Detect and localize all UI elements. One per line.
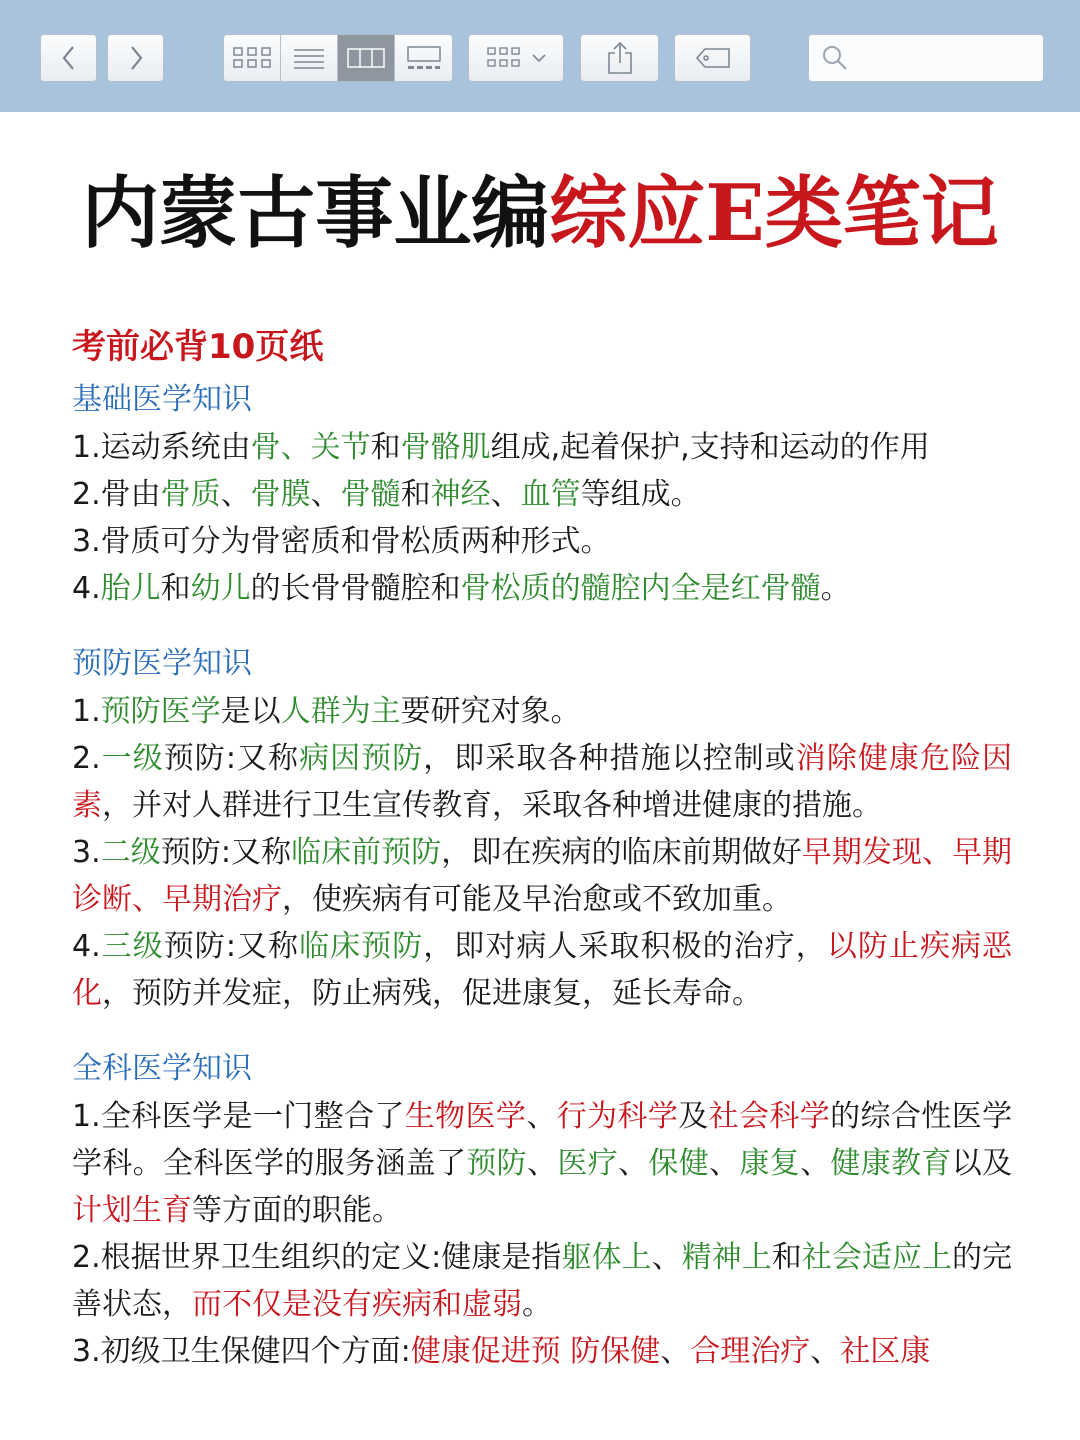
group-by-button[interactable] [468,34,564,82]
group-by-icon [486,46,522,70]
highlight-text: 计划生育 [72,1193,192,1228]
chevron-left-icon [59,44,79,72]
share-icon [606,41,634,75]
title-red-part: 综应E类笔记 [549,168,999,259]
note-text: ，即在疾病的临床前期做好 [441,835,802,870]
note-text: 2. [72,741,101,776]
highlight-text: 骨松质的髓腔内全是红骨髓 [460,571,821,606]
grid-view-icon [232,45,272,71]
highlight-text: 临床前预防 [291,835,442,870]
section-heading: 预防医学知识 [72,646,252,681]
note-text: 、 [220,477,251,512]
note-item [72,829,1012,923]
note-text: 3. [72,835,101,870]
note-text: 的完善状态， [72,1240,1013,1322]
note-text: 2.骨由 [72,477,161,512]
note-item [72,1093,1012,1234]
search-field[interactable] [808,34,1044,82]
note-text: ，并对人群进行卫生宣传教育，采取各种增进健康的措施。 [102,788,882,823]
highlight-text: 骨、关节 [250,430,371,465]
note-text: ，即对病人采取积极的治疗， [423,929,827,964]
search-icon [821,44,849,72]
highlight-text: 社会科学 [708,1099,831,1134]
section [72,642,1012,1017]
note-text: 、 [618,1146,649,1181]
note-text: 、 [709,1146,740,1181]
note-text: 等组成。 [580,477,701,512]
note-text: 、 [660,1334,691,1369]
note-text: 和 [400,477,431,512]
highlight-text: 临床预防 [299,929,424,964]
gallery-view-icon [405,45,443,71]
note-item [72,518,1012,565]
note-text: ，使疾病有可能及早治愈或不致加重。 [282,882,792,917]
subtitle: 考前必背10页纸 [72,327,324,367]
note-text: 的综合性医学学科。全科医学的服务涵盖了 [72,1099,1013,1181]
note-text: 要研究对象。 [400,694,581,729]
highlight-text: 合理治疗 [690,1334,811,1369]
highlight-text: 早期发现、早期诊断、早期治疗 [72,835,1013,917]
highlight-text: 行为科学 [556,1099,679,1134]
highlight-text: 血管 [520,477,581,512]
highlight-text: 骨髓 [340,477,401,512]
highlight-text: 社会适应上 [801,1240,952,1275]
note-text: ，预防并发症，防止病残，促进康复，延长寿命。 [102,976,762,1011]
note-item [72,923,1012,1017]
highlight-text: 康复 [739,1146,801,1181]
page-title [0,168,1080,260]
note-text: 1.运动系统由 [72,430,251,465]
tag-icon [695,47,731,69]
note-text: 。 [522,1287,552,1322]
share-button[interactable] [580,34,659,82]
forward-button[interactable] [107,34,164,82]
column-view-button[interactable] [338,35,395,81]
note-item [72,565,1012,612]
highlight-text: 预防 [466,1146,528,1181]
highlight-text: 保健 [648,1146,710,1181]
toolbar [0,0,1080,112]
note-item [72,471,1012,518]
highlight-text: 躯体上 [561,1240,652,1275]
notes-content [72,322,1012,1405]
view-mode-segment [223,34,453,82]
highlight-text: 精神上 [681,1240,772,1275]
chevron-down-icon [532,53,546,63]
note-item [72,688,1012,735]
section-heading: 基础医学知识 [72,382,252,417]
note-text: 及 [678,1099,709,1134]
note-text: 的长骨骨髓腔和 [250,571,461,606]
note-item [72,1328,1012,1375]
highlight-text: 二级 [100,835,161,870]
highlight-text: 三级 [100,929,164,964]
note-item [72,735,1012,829]
note-text: 、 [310,477,341,512]
highlight-text: 健康促进预 防保健 [410,1334,661,1369]
note-text: 1. [72,694,101,729]
highlight-text: 医疗 [557,1146,619,1181]
list-view-icon [293,47,325,69]
gallery-view-button[interactable] [395,35,452,81]
note-text: 4. [72,929,101,964]
note-text: 4. [72,571,101,606]
list-view-button[interactable] [281,35,338,81]
highlight-text: 骨骼肌 [400,430,491,465]
section-heading: 全科医学知识 [72,1051,252,1086]
note-text: 和 [160,571,191,606]
column-view-icon [347,47,385,69]
note-text: 2.根据世界卫生组织的定义:健康是指 [72,1240,562,1275]
note-text: 预防:又称 [163,741,300,776]
highlight-text: 以防止疾病恶化 [72,929,1013,1011]
note-text: 、 [651,1240,682,1275]
note-text: 3.骨质可分为骨密质和骨松质两种形式。 [72,524,611,559]
back-button[interactable] [40,34,97,82]
note-item [72,424,1012,471]
highlight-text: 神经 [430,477,491,512]
note-text: 以及 [951,1146,1013,1181]
highlight-text: 人群为主 [280,694,401,729]
note-text: 、 [800,1146,831,1181]
note-text: 、 [810,1334,841,1369]
note-text: 是以 [220,694,281,729]
note-text: 预防:又称 [163,929,300,964]
tag-button[interactable] [674,34,751,82]
note-text: 3.初级卫生保健四个方面: [72,1334,411,1369]
note-text: 1.全科医学是一门整合了 [72,1099,405,1134]
note-text: 、 [490,477,521,512]
grid-view-button[interactable] [224,35,281,81]
highlight-text: 骨膜 [250,477,311,512]
highlight-text: 一级 [100,741,164,776]
title-black-part: 内蒙古事业编 [81,168,550,259]
note-text: 组成,起着保护,支持和运动的作用 [490,430,930,465]
note-text: 和 [370,430,401,465]
highlight-text: 而不仅是没有疾病和虚弱 [192,1287,522,1322]
section [72,378,1012,612]
note-text: 和 [771,1240,802,1275]
note-text: 、 [527,1146,558,1181]
highlight-text: 病因预防 [299,741,424,776]
highlight-text: 生物医学 [404,1099,527,1134]
highlight-text: 健康教育 [830,1146,952,1181]
section [72,1047,1012,1375]
note-text: 、 [526,1099,557,1134]
note-text: 等方面的职能。 [192,1193,402,1228]
note-item [72,1234,1012,1328]
chevron-right-icon [126,44,146,72]
highlight-text: 骨质 [160,477,221,512]
note-text: 预防:又称 [160,835,292,870]
highlight-text: 幼儿 [190,571,251,606]
note-text: ，即采取各种措施以控制或 [423,741,796,776]
note-text: 。 [820,571,851,606]
highlight-text: 社区康 [840,1334,931,1369]
highlight-text: 预防医学 [100,694,221,729]
highlight-text: 消除健康危险因素 [72,741,1013,823]
highlight-text: 胎儿 [100,571,161,606]
